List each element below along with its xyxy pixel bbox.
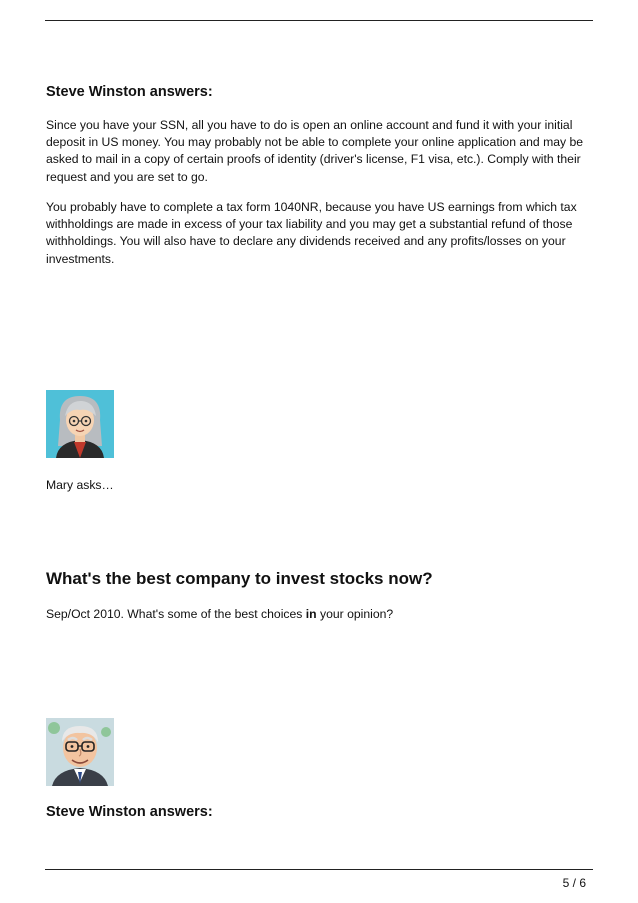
cartoon-man-avatar-icon — [46, 718, 114, 786]
footer-rule — [45, 869, 593, 870]
question-title: What's the best company to invest stocks now? — [46, 569, 433, 588]
answer-paragraph-2: You probably have to complete a tax form 1040NR, because you have US earnings from which tax withholdings are made in excess of your tax liability and you may get a substantial refund of those withholdings. You will also have to declare any dividends received and any profits/losses on your investments. — [46, 200, 577, 266]
answer-paragraph-1: Since you have your SSN, all you have to do is open an online account and fund it with your initial deposit in US money. You may probably not be able to complete your online application and may be asked to mail in a copy of certain proofs of identity (driver's license, F1 visa, etc.). Comply with their request and you are set to go. — [46, 118, 584, 184]
cartoon-woman-avatar-icon — [46, 390, 114, 458]
question-body — [46, 607, 393, 621]
page-number: 5 / 6 — [562, 876, 586, 890]
header-rule — [45, 20, 593, 21]
answer-heading-steve-1: Steve Winston answers: — [46, 84, 213, 100]
question-body-start: Sep/Oct 2010. What's some of the best choices — [46, 607, 306, 621]
question-body-bold: in — [305, 607, 317, 621]
question-asker: Mary asks… — [46, 478, 114, 492]
question-body-end: your opinion? — [316, 607, 394, 621]
answer-heading-steve-2: Steve Winston answers: — [46, 804, 213, 820]
